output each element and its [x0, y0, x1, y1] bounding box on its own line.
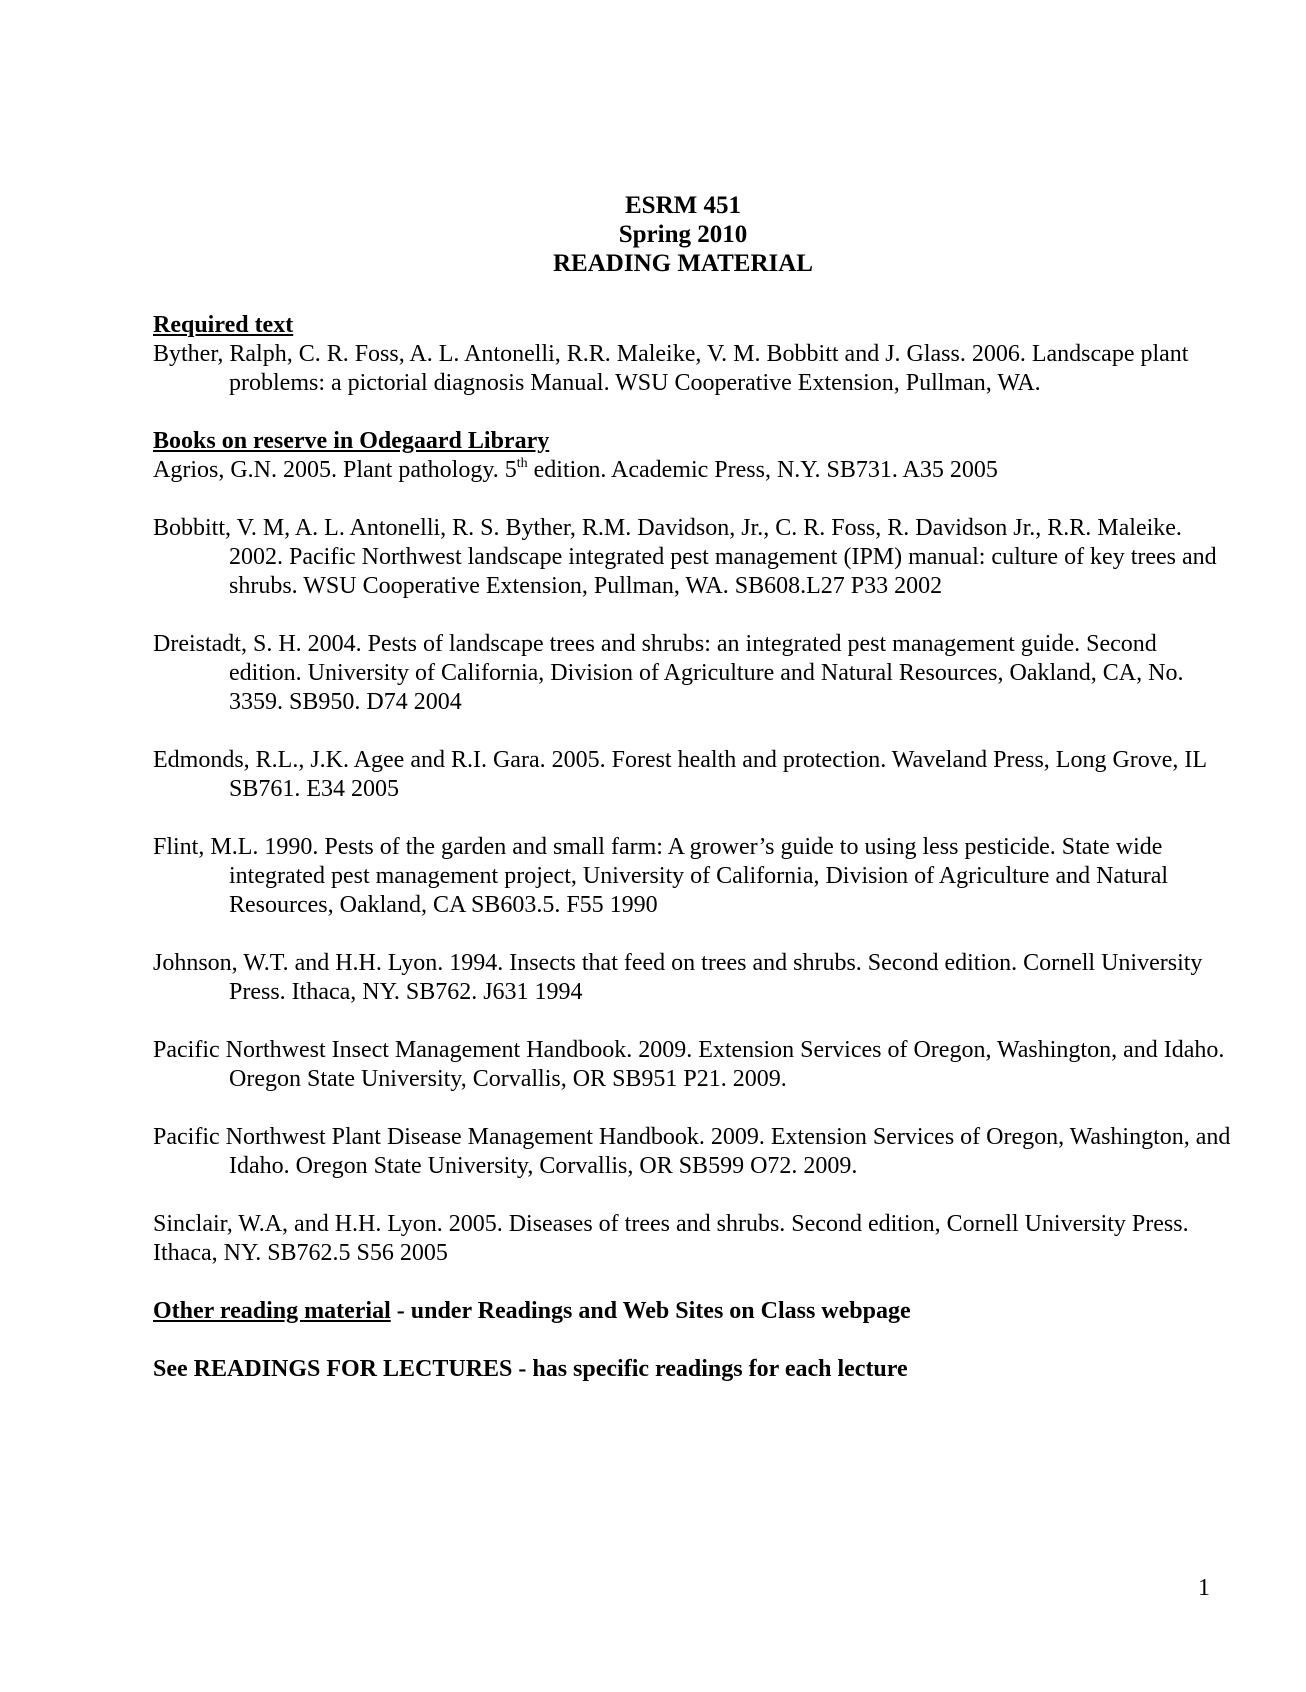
reference-entry-bobbitt: Bobbitt, V. M, A. L. Antonelli, R. S. Byther, R.M. Davidson, Jr., C. R. Foss, R. Davidson Jr., R.R. Maleike. 2002. Pacific Northwest landscape integrated pest management (IPM) manual: culture of key trees and shrubs. WSU Cooperative Extension, Pullman, WA. SB608.L27 P33 2002	[153, 515, 1217, 599]
see-readings-note: See READINGS FOR LECTURES - has specific readings for each lecture	[153, 1356, 908, 1382]
document-title: READING MATERIAL	[553, 250, 813, 277]
other-reading-link: Other reading material	[153, 1298, 391, 1324]
reference-entry-pnw-insect: Pacific Northwest Insect Management Handbook. 2009. Extension Services of Oregon, Washington, and Idaho. Oregon State University, Corvallis, OR SB951 P21. 2009.	[153, 1037, 1225, 1092]
agrios-text-start: Agrios, G.N. 2005. Plant pathology. 5	[153, 457, 517, 483]
required-text-heading: Required text	[153, 312, 294, 338]
agrios-text-end: edition. Academic Press, N.Y. SB731. A35 2005	[527, 457, 998, 483]
reserve-books-heading: Books on reserve in Odegaard Library	[153, 428, 550, 454]
page-number: 1	[1198, 1575, 1210, 1601]
other-reading-line	[153, 1297, 1233, 1326]
reference-entry-agrios	[153, 456, 1233, 485]
reference-entry-dreistadt: Dreistadt, S. H. 2004. Pests of landscape trees and shrubs: an integrated pest management guide. Second edition. University of California, Division of Agriculture and Natural Resources, Oakland, CA, No. 3359. SB950. D74 2004	[153, 631, 1184, 715]
reference-entry-pnw-disease: Pacific Northwest Plant Disease Management Handbook. 2009. Extension Services of Oregon, Washington, and Idaho. Oregon State University, Corvallis, OR SB599 O72. 2009.	[153, 1124, 1231, 1179]
other-reading-description: - under Readings and Web Sites on Class webpage	[390, 1298, 911, 1324]
reference-entry-sinclair: Sinclair, W.A, and H.H. Lyon. 2005. Diseases of trees and shrubs. Second edition, Cornell University Press. Ithaca, NY. SB762.5 S56 2005	[153, 1211, 1189, 1266]
course-code: ESRM 451	[625, 192, 741, 219]
reference-entry-edmonds: Edmonds, R.L., J.K. Agee and R.I. Gara. 2005. Forest health and protection. Waveland Press, Long Grove, IL SB761. E34 2005	[153, 747, 1207, 802]
document-body	[153, 311, 1233, 1384]
document-title-block	[0, 191, 1306, 278]
reference-entry-flint: Flint, M.L. 1990. Pests of the garden and small farm: A grower’s guide to using less pesticide. State wide integrated pest management project, University of California, Division of Agriculture and Natural Resources, Oakland, CA SB603.5. F55 1990	[153, 834, 1169, 918]
reference-entry-johnson: Johnson, W.T. and H.H. Lyon. 1994. Insects that feed on trees and shrubs. Second edition. Cornell University Press. Ithaca, NY. SB762. J631 1994	[153, 950, 1203, 1005]
agrios-superscript: th	[516, 456, 528, 471]
required-text-entry: Byther, Ralph, C. R. Foss, A. L. Antonelli, R.R. Maleike, V. M. Bobbitt and J. Glass. 2006. Landscape plant problems: a pictorial diagnosis Manual. WSU Cooperative Extension, Pullman, WA.	[153, 341, 1189, 396]
term: Spring 2010	[618, 221, 748, 248]
